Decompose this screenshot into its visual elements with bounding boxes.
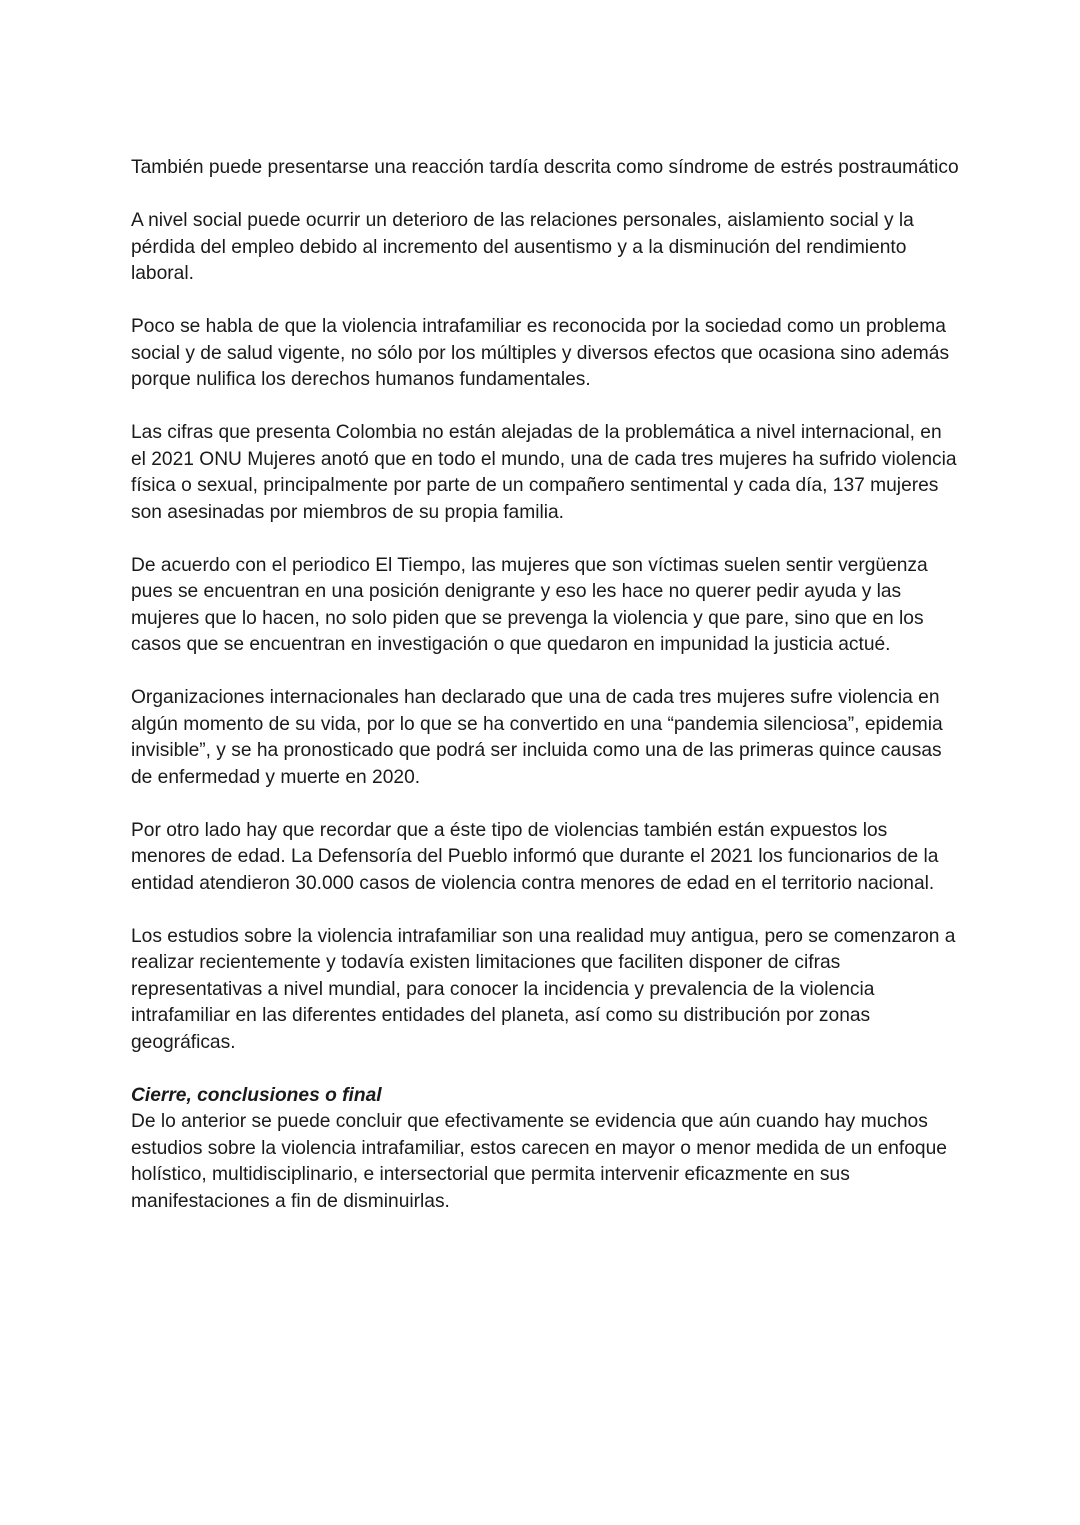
paragraph-colombia-figures: Las cifras que presenta Colombia no están alejadas de la problemática a nivel internacional, en el 2021 ONU Mujeres anotó que en todo el mundo, una de cada tres mujeres ha sufrido violencia física o sexual, principalmente por parte de un compañero sentimental y cada día, 137 mujeres son asesinadas por miembros de su propia familia. [131, 422, 957, 523]
paragraph-minors: Por otro lado hay que recordar que a éste tipo de violencias también están expuestos los menores de edad. La Defensoría del Pueblo informó que durante el 2021 los funcionarios de la entidad atendieron 30.000 casos de violencia contra menores de edad en el territorio nacional. [131, 819, 939, 894]
closing-paragraph: De lo anterior se puede concluir que efectivamente se evidencia que aún cuando hay muchos estudios sobre la violencia intrafamiliar, estos carecen en mayor o menor medida de un enfoque holístico, multidisciplinario, e intersectorial que permita intervenir eficazmente en sus manifestaciones a fin de disminuirlas. [131, 1111, 947, 1212]
paragraph-ptsd: También puede presentarse una reacción tardía descrita como síndrome de estrés postraumático [131, 157, 959, 178]
paragraph-studies: Los estudios sobre la violencia intrafamiliar son una realidad muy antigua, pero se comenzaron a realizar recientemente y todavía existen limitaciones que faciliten disponer de cifras representativas a nivel mundial, para conocer la incidencia y prevalencia de la violencia intrafamiliar en las diferentes entidades del planeta, así como su distribución por zonas geográficas. [131, 925, 956, 1053]
paragraph-international-orgs: Organizaciones internacionales han declarado que una de cada tres mujeres sufre violencia en algún momento de su vida, por lo que se ha convertido en una “pandemia silenciosa”, epidemia invisible”, y se ha pronosticado que podrá ser incluida como una de las primeras quince causas de enfermedad y muerte en 2020. [131, 687, 943, 788]
closing-heading: Cierre, conclusiones o final [131, 1084, 382, 1106]
paragraph-recognition: Poco se habla de que la violencia intrafamiliar es reconocida por la sociedad como un problema social y de salud vigente, no sólo por los múltiples y diversos efectos que ocasiona sino además porque nulifica los derechos humanos fundamentales. [131, 316, 950, 390]
document-page [131, 155, 961, 1215]
paragraph-el-tiempo: De acuerdo con el periodico El Tiempo, las mujeres que son víctimas suelen sentir vergüenza pues se encuentran en una posición denigrante y eso les hace no querer pedir ayuda y las mujeres que lo hacen, no solo piden que se prevenga la violencia y que pare, sino que en los casos que se encuentran en investigación o que quedaron en impunidad la justicia actué. [131, 554, 928, 655]
paragraph-social-effects: A nivel social puede ocurrir un deterioro de las relaciones personales, aislamiento social y la pérdida del empleo debido al incremento del ausentismo y a la disminución del rendimiento laboral. [131, 210, 914, 284]
